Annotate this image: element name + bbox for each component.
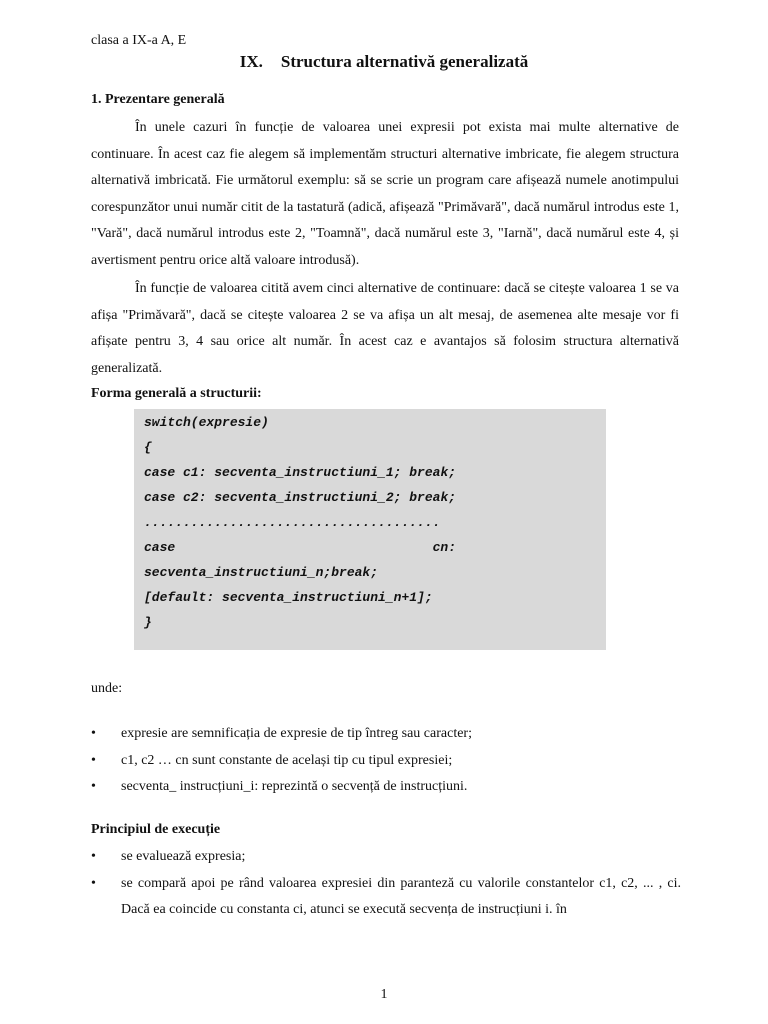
section-heading: 1. Prezentare generală (91, 92, 225, 107)
code-line-case-n (144, 540, 456, 555)
page-title (0, 52, 768, 72)
class-header: clasa a IX-a A, E (91, 33, 187, 48)
list-item: • c1, c2 … cn sunt constante de același tip cu tipul expresiei; (91, 748, 681, 775)
code-line: [default: secventa_instructiuni_n+1]; (144, 590, 433, 605)
intro-paragraph: În unele cazuri în funcție de valoarea unei expresii pot exista mai multe alternative de continuare. În acest caz fie alegem să implementăm structuri alternative imbricate, fie alegem structura alternativă imbricată. Fie următorul exemplu: să se scrie un program care afișează numele anotimpului corespunzător unui număr citit de la tastatură (adică, afișează "Primăvară", dacă numărul introdus este 1, "Vară", dacă numărul introdus este 2, "Toamnă", dacă numărul este 3, "Iarnă", dacă numărul este 4, și avertisment pentru orice altă valoare introdusă). (91, 120, 679, 268)
bullet-icon: • (91, 779, 96, 794)
list-item: • se compară apoi pe rând valoarea expresiei din paranteză cu valorile constantelor c1, c2, ... , ci. Dacă ea coincide cu constanta ci, atunci se execută secvența de instrucțiuni i. în (91, 871, 681, 924)
code-line: case c2: secventa_instructiuni_2; break; (144, 490, 457, 505)
unde-label: unde: (91, 681, 123, 696)
code-line: case c1: secventa_instructiuni_1; break; (144, 465, 457, 480)
list-item: • secventa_ instrucțiuni_i: reprezintă o secvență de instrucțiuni. (91, 774, 681, 801)
list-item: • expresie are semnificația de expresie de tip întreg sau caracter; (91, 721, 681, 748)
general-form-heading: Forma generală a structurii: (91, 386, 262, 401)
second-paragraph: În funcție de valoarea citită avem cinci alternative de continuare: dacă se citește valoarea 1 se va afișa "Primăvară", dacă se citește valoarea 2 se va afișa un alt mesaj, de asemenea alte mesaje vor fi afișate pentru 3, 4 sau orice alt număr. În acest caz e avantajos să folosim structura alternativă generalizată. (91, 281, 679, 376)
execution-list (91, 844, 681, 924)
code-line: secventa_instructiuni_n;break; (144, 565, 379, 580)
bullet-icon: • (91, 752, 96, 768)
code-line: { (144, 440, 152, 455)
code-line: switch(expresie) (144, 415, 269, 430)
execution-heading: Principiul de execuție (91, 822, 221, 837)
bullet-icon: • (91, 875, 96, 891)
page-number: 1 (380, 987, 388, 1002)
code-line: ...................................... (144, 515, 441, 530)
code-line: } (144, 615, 152, 630)
chapter-title: Structura alternativă generalizată (280, 52, 529, 71)
bullet-icon: • (91, 726, 96, 741)
case-constant: cn: (432, 540, 456, 555)
chapter-number: IX. (239, 52, 263, 71)
case-keyword: case (144, 540, 176, 555)
code-block (134, 409, 606, 650)
list-item: • se evaluează expresia; (91, 844, 681, 871)
definitions-list (91, 721, 681, 801)
bullet-icon: • (91, 849, 96, 864)
